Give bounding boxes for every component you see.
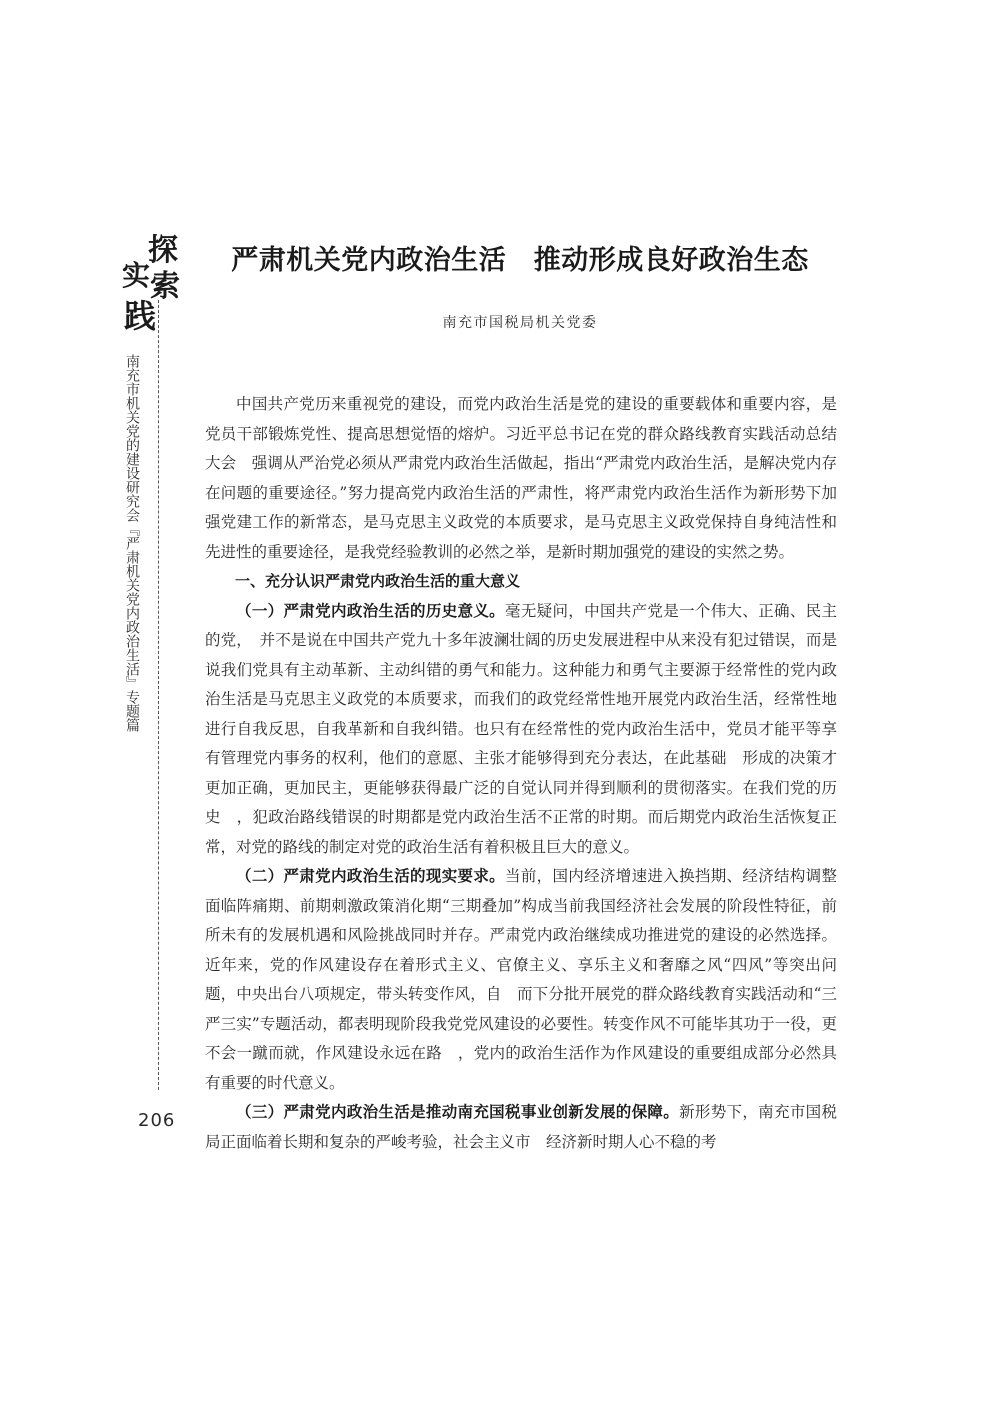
- article-body: [205, 390, 837, 1157]
- paragraph-3: [205, 1098, 837, 1157]
- section-heading: 一、充分认识严肃党内政治生活的重大意义: [235, 572, 521, 590]
- paragraph-text: 当前，国内经济增速进入换挡期、经济结构调整面临阵痛期、前期刺激政策消化期“三期叠加”构成当前我国经济社会发展的阶段性特征，前所未有的发展机遇和风险挑战同时并存。严肃党内政治继续成功推进党的建设的必然选择。近年来，党的作风建设存在着形式主义、官僚主义、享乐主义和奢靡之风“四风”等突出问题，中央出台八项规定，带头转变作风，自 而下分批开展党的群众路线教育实践活动和“三严三实”专题活动，都表明现阶段我党党风建设的必要性。转变作风不可能毕其功于一役，更不会一蹴而就，作风建设永远在路 ，党内的政治生活作为作风建设的重要组成部分必然具有重要的时代意义。: [205, 867, 837, 1092]
- paragraph-lead: （二）严肃党内政治生活的现实要求。: [236, 867, 506, 885]
- paragraph-lead: （一）严肃党内政治生活的历史意义。: [236, 601, 506, 620]
- paragraph-text: 毫无疑问，中国共产党是一个伟大、正确、民主的党， 并不是说在中国共产党九十多年波澜壮阔的历史发展进程中从来没有犯过错误，而是说我们党具有主动革新、主动纠错的勇气和能力。这种能力和勇气主要源于经常性的党内政治生活是马克思主义政党的本质要求，而我们的政党经常性地开展党内政治生活，经常性地进行自我反思，自我革新和自我纠错。也只有在经常性的党内政治生活中，党员才能平等享有管理党内事务的权利，他们的意愿、主张才能够得到充分表达，在此基础 形成的决策才更加正确，更加民主，更能够获得最广泛的自觉认同并得到顺利的贯彻落实。在我们党的历史 ，犯政治路线错误的时期都是党内政治生活不正常的时期。而后期党内政治生活恢复正常，对党的路线的制定对党的政治生活有着积极且巨大的意义。: [205, 601, 837, 856]
- paragraph-2: [205, 862, 837, 1098]
- logo-char: 索: [150, 269, 180, 304]
- column-logo: [118, 232, 188, 340]
- logo-char: 实: [122, 259, 151, 292]
- page-number: 206: [138, 1110, 176, 1131]
- paragraph-lead: （三）严肃党内政治生活是推动南充国税事业创新发展的保障。: [236, 1103, 680, 1121]
- logo-char: 践: [124, 297, 157, 335]
- paragraph-1: [205, 597, 837, 863]
- article-title: 严肃机关党内政治生活 推动形成良好政治生态: [231, 245, 809, 276]
- logo-char: 探: [148, 233, 178, 268]
- article-author: 南充市国税局机关党委: [442, 315, 598, 331]
- column-caption: 南充市机关党的建设研究会『严肃机关党内政治生活』专题篇: [124, 354, 140, 732]
- intro-paragraph: 中国共产党历来重视党的建设，而党内政治生活是党的建设的重要载体和重要内容，是党员干部锻炼党性、提高思想觉悟的熔炉。习近平总书记在党的群众路线教育实践活动总结大会 强调从严治党必须从严肃党内政治生活做起，指出“严肃党内政治生活，是解决党内存在问题的重要途径。”努力提高党内政治生活的严肃性，将严肃党内政治生活作为新形势下加强党建工作的新常态，是马克思主义政党的本质要求，是马克思主义政党保持自身纯洁性和先进性的重要途径，是我党经验教训的必然之举，是新时期加强党的建设的实然之势。: [205, 395, 837, 561]
- margin-divider: [158, 300, 159, 1090]
- paragraph-text: 新形势下，南充市国税局正面临着长期和复杂的严峻考验，社会主义市 经济新时期人心不稳的考: [205, 1103, 837, 1151]
